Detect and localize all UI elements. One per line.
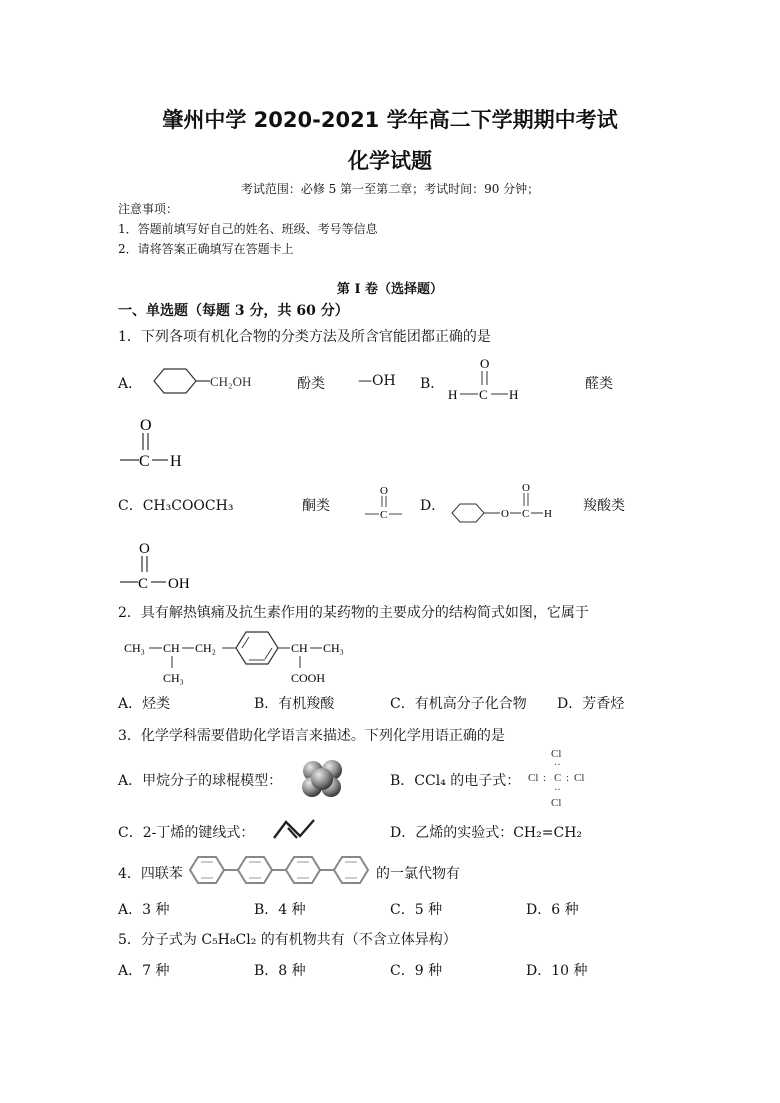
q2-option-b[interactable]: B．有机羧酸 bbox=[254, 696, 335, 712]
q1-a-class: 酚类 bbox=[297, 376, 325, 392]
exam-subject: 化学试题 bbox=[348, 149, 432, 173]
q1-option-a-label: A． bbox=[118, 376, 143, 392]
q1-phenyl-formate-structure bbox=[448, 480, 558, 524]
q1-formaldehyde-structure bbox=[446, 354, 526, 404]
q5-option-a[interactable]: A．7 种 bbox=[118, 963, 170, 979]
svg-text:H: H bbox=[544, 508, 552, 520]
svg-text:C: C bbox=[380, 509, 388, 521]
q1-a-formula: CH₂OH bbox=[210, 374, 252, 389]
2-butene-skeletal-structure bbox=[270, 814, 320, 844]
q5-option-c[interactable]: C．9 种 bbox=[390, 963, 443, 979]
q1-benzyl-alcohol-structure bbox=[146, 364, 266, 398]
svg-text:COOH: COOH bbox=[291, 671, 326, 685]
q1-option-c-label: C．CH₃COOCH₃ bbox=[118, 498, 234, 514]
q3-option-c[interactable]: C．2-丁烯的键线式： bbox=[118, 825, 255, 841]
q4-option-b[interactable]: B．4 种 bbox=[254, 902, 306, 918]
exam-title: 肇州中学 2020-2021 学年高二下学期期中考试 bbox=[162, 108, 618, 132]
svg-text:O: O bbox=[380, 485, 388, 497]
q1-carbonyl-group bbox=[362, 483, 408, 521]
svg-text:O: O bbox=[139, 541, 150, 557]
q4-option-c[interactable]: C．5 种 bbox=[390, 902, 443, 918]
svg-text:Cl: Cl bbox=[528, 772, 539, 784]
ccl4-electron-formula bbox=[524, 744, 596, 810]
svg-text:Cl: Cl bbox=[574, 772, 585, 784]
atom-o-label: O bbox=[480, 356, 490, 371]
svg-text:Cl: Cl bbox=[551, 748, 562, 760]
exam-scope: 考试范围：必修 5 第一至第二章；考试时间：90 分钟； bbox=[240, 182, 540, 196]
methane-ball-model-icon bbox=[296, 754, 350, 802]
atom-h-right: H bbox=[509, 387, 519, 402]
svg-text:Cl: Cl bbox=[551, 797, 562, 809]
q2-option-a[interactable]: A．烃类 bbox=[118, 696, 171, 712]
q2-ibuprofen-structure bbox=[122, 626, 362, 688]
atom-c-label: C bbox=[479, 387, 488, 402]
svg-text:OH: OH bbox=[168, 576, 190, 592]
question-3-stem: 3．化学学科需要借助化学语言来描述。下列化学用语正确的是 bbox=[118, 728, 505, 744]
note-item-1: 1．答题前填写好自己的姓名、班级、考号等信息 bbox=[118, 222, 378, 236]
question-5-stem: 5．分子式为 C₅H₈Cl₂ 的有机物共有（不含立体异构） bbox=[118, 932, 457, 948]
question-2-stem: 2．具有解热镇痛及抗生素作用的某药物的主要成分的结构简式如图，它属于 bbox=[118, 605, 589, 621]
q4-option-d[interactable]: D．6 种 bbox=[526, 902, 579, 918]
q1-option-d-label: D． bbox=[420, 498, 446, 514]
atom-h-left: H bbox=[448, 387, 458, 402]
svg-text:H: H bbox=[170, 453, 182, 470]
section-title: 第 I 卷（选择题） bbox=[336, 282, 444, 297]
q3-option-b[interactable]: B．CCl₄ 的电子式： bbox=[390, 773, 521, 789]
svg-text::: : bbox=[566, 772, 570, 784]
benzene-ring-icon bbox=[452, 504, 484, 522]
section-heading: 一、单选题（每题 3 分，共 60 分） bbox=[118, 303, 349, 319]
svg-text:C: C bbox=[554, 772, 562, 784]
svg-text:CH: CH bbox=[163, 641, 180, 655]
q5-option-b[interactable]: B．8 种 bbox=[254, 963, 306, 979]
notes-title: 注意事项： bbox=[118, 202, 179, 216]
svg-text:··: ·· bbox=[554, 785, 561, 796]
note-item-2: 2．请将答案正确填写在答题卡上 bbox=[118, 242, 294, 256]
q4-option-a[interactable]: A．3 种 bbox=[118, 902, 170, 918]
q1-d-carboxyl-group bbox=[118, 538, 208, 592]
question-4-stem-end: 的一氯代物有 bbox=[376, 866, 460, 882]
svg-text:CH₂: CH₂ bbox=[195, 641, 216, 655]
svg-text:··: ·· bbox=[554, 760, 561, 771]
q3-option-d[interactable]: D．乙烯的实验式：CH₂=CH₂ bbox=[390, 825, 583, 841]
q3-option-a[interactable]: A．甲烷分子的球棍模型： bbox=[118, 773, 283, 789]
q2-option-c[interactable]: C．有机高分子化合物 bbox=[390, 696, 527, 712]
q1-b-aldehyde-group bbox=[118, 414, 198, 470]
q2-option-d[interactable]: D．芳香烃 bbox=[557, 696, 625, 712]
q5-option-d[interactable]: D．10 种 bbox=[526, 963, 588, 979]
svg-text:C: C bbox=[138, 576, 149, 592]
svg-text:O: O bbox=[501, 508, 509, 520]
svg-text:O: O bbox=[140, 417, 152, 434]
svg-text:C: C bbox=[139, 453, 150, 470]
svg-text::: : bbox=[543, 772, 547, 784]
question-1-stem: 1．下列各项有机化合物的分类方法及所含官能团都正确的是 bbox=[118, 329, 491, 345]
q1-d-class: 羧酸类 bbox=[583, 498, 625, 514]
benzene-ring-icon bbox=[154, 369, 196, 393]
q1-a-group: —OH bbox=[358, 373, 396, 389]
question-4-stem-start: 4．四联苯 bbox=[118, 866, 183, 882]
q1-b-class: 醛类 bbox=[585, 376, 613, 392]
q1-c-class: 酮类 bbox=[302, 498, 330, 514]
svg-text:CH₃: CH₃ bbox=[323, 641, 344, 655]
svg-text:CH₃: CH₃ bbox=[124, 641, 145, 655]
quaterphenyl-structure bbox=[186, 852, 376, 888]
svg-text:CH₃: CH₃ bbox=[163, 671, 184, 685]
q1-option-b-label: B． bbox=[420, 376, 445, 392]
svg-text:C: C bbox=[522, 508, 530, 520]
svg-text:CH: CH bbox=[291, 641, 308, 655]
svg-text:O: O bbox=[522, 482, 530, 494]
